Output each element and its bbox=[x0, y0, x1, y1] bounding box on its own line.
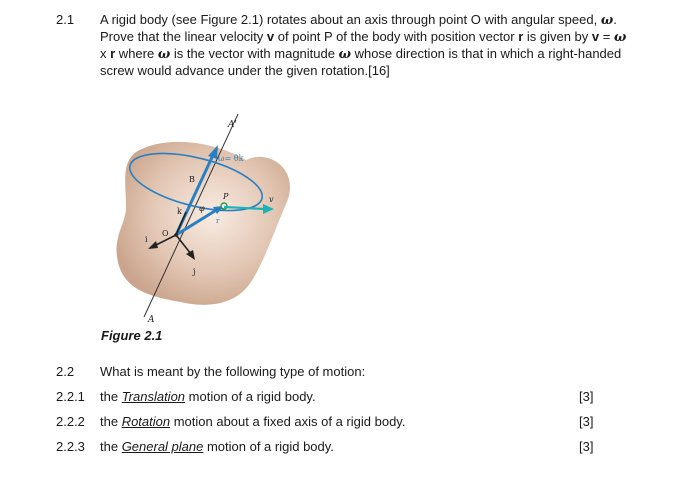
question-2-1-marks: [16] bbox=[368, 63, 390, 78]
label-v: v bbox=[269, 195, 274, 204]
item-text: the Rotation motion about a fixed axis of a rigid body. bbox=[100, 414, 406, 429]
item-text: the Translation motion of a rigid body. bbox=[100, 389, 316, 404]
marks-2-2-3: [3] bbox=[579, 439, 594, 454]
item-number: 2.2.2 bbox=[56, 414, 85, 429]
question-2-1-number: 2.1 bbox=[56, 12, 75, 27]
item-number: 2.2.3 bbox=[56, 439, 85, 454]
label-phi: φ bbox=[199, 204, 205, 213]
label-k: k bbox=[177, 207, 182, 216]
question-2-2-number: 2.2 bbox=[56, 364, 75, 379]
term-rotation: Rotation bbox=[121, 414, 171, 429]
label-p: P bbox=[223, 192, 229, 201]
item-text: the General plane motion of a rigid body. bbox=[100, 439, 334, 454]
question-2-2-text: What is meant by the following type of motion: bbox=[100, 364, 366, 379]
figure-caption: Figure 2.1 bbox=[101, 328, 163, 343]
label-j: j bbox=[193, 267, 196, 276]
label-a: A bbox=[148, 315, 155, 325]
label-omega-eq: ω= θ̇k bbox=[218, 154, 244, 163]
label-o: O bbox=[162, 229, 169, 238]
label-i: i bbox=[145, 235, 148, 244]
label-b: B bbox=[189, 175, 195, 184]
label-r: r bbox=[216, 217, 220, 225]
marks-2-2-2: [3] bbox=[579, 414, 594, 429]
question-2-1-text: A rigid body (see Figure 2.1) rotates about an axis through point O with angular speed, ω. Prove that the linear velocity v of point P of the body with position vector r is given by v = ω x r where ω is the vector with magnitude ω whose direction is that in which a right-handed screw would advance under the given rotation.[16] bbox=[100, 12, 627, 78]
rigid-body-shape bbox=[117, 142, 291, 305]
marks-2-2-1: [3] bbox=[579, 389, 594, 404]
figure-2-1 bbox=[96, 112, 336, 327]
term-translation: Translation bbox=[121, 389, 186, 404]
label-a-prime: A' bbox=[228, 120, 237, 130]
term-general-plane: General plane bbox=[121, 439, 204, 454]
item-number: 2.2.1 bbox=[56, 389, 85, 404]
